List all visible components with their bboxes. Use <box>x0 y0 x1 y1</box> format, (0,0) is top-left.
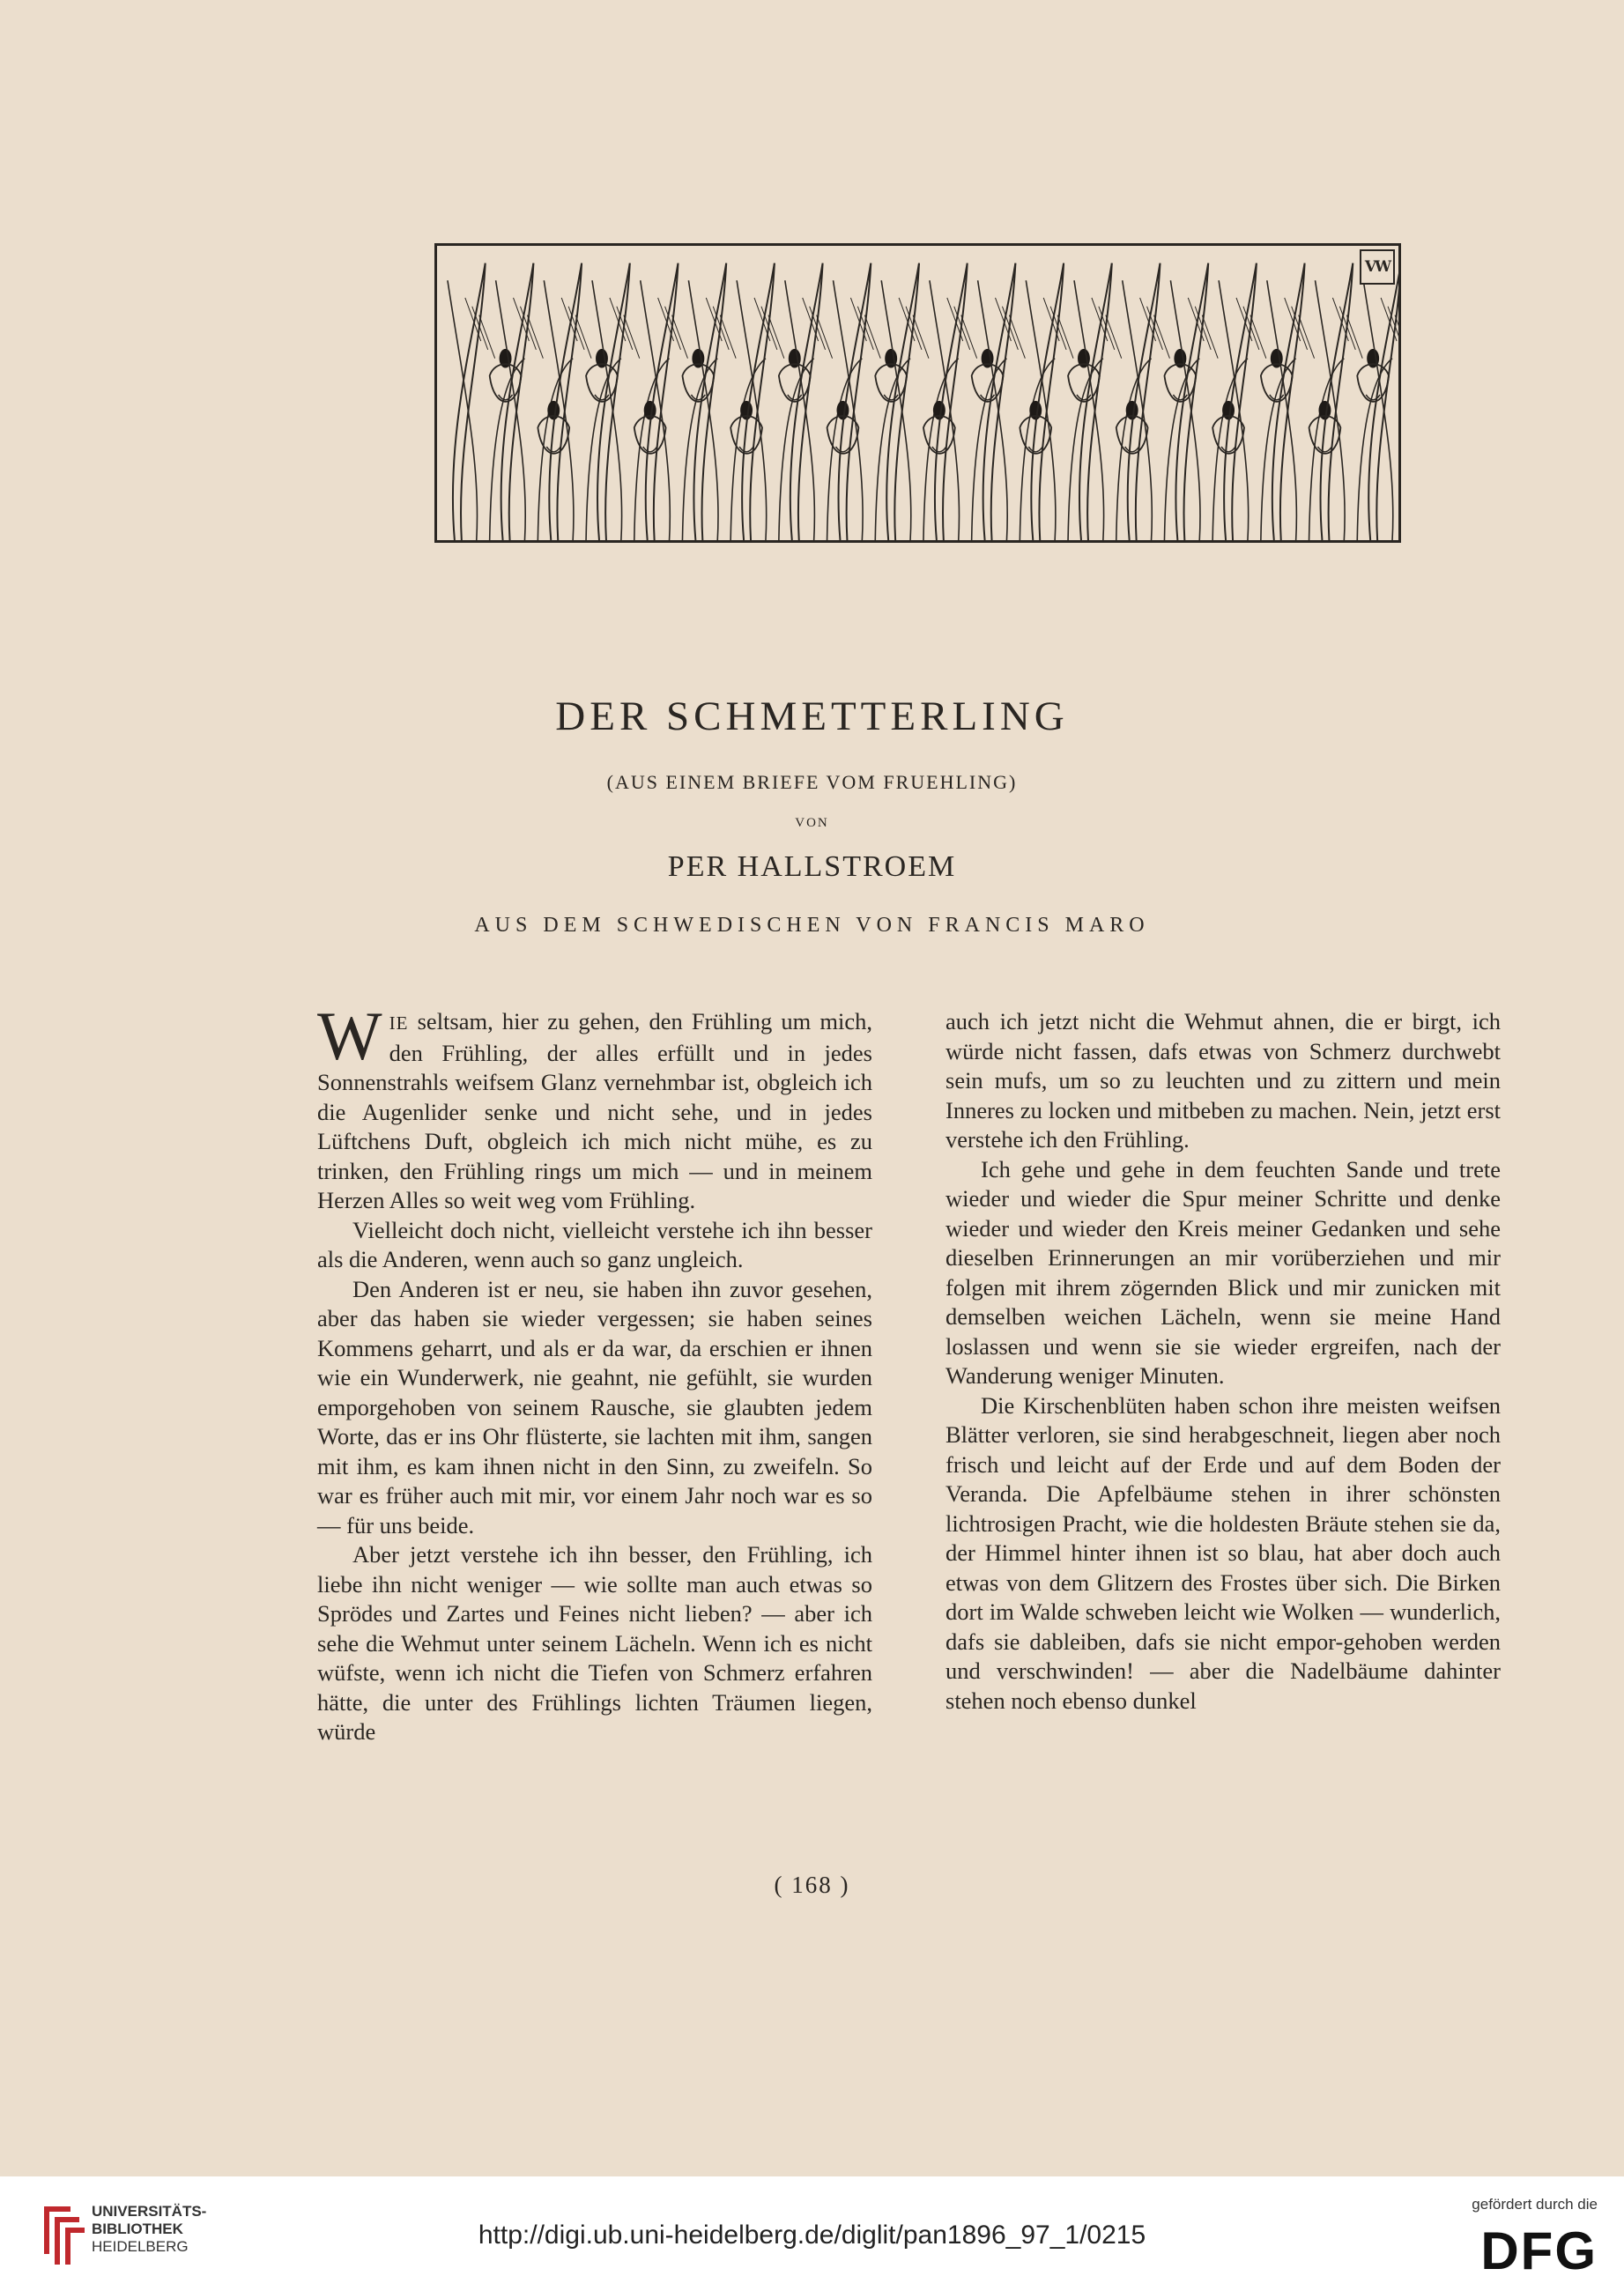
page-number: ( 168 ) <box>774 1872 850 1898</box>
snowdrop-ornament <box>434 243 1401 543</box>
text-column-left <box>317 997 872 1747</box>
author-name: PER HALLSTROEM <box>667 850 957 883</box>
funding-label: gefördert durch die <box>1472 2196 1598 2213</box>
dfg-logo: DFG <box>1480 2221 1598 2280</box>
paragraph: Vielleicht doch nicht, vielleicht verstehe ich ihn besser als die Anderen, wenn auch so ganz ungleich. <box>317 1216 872 1272</box>
paragraph: Die Kirschenblüten haben schon ihre meisten weifsen Blätter verloren, sie sind herabgeschneit, liegen aber noch frisch und leicht auf der Erde und auf dem Boden der Veranda. Die Apfelbäume stehen in ihrer schönsten lichtrosigen Pracht, wie die holdesten Bräute stehen sie da, der Himmel hinter ihnen ist so blau, hat aber doch auch etwas von dem Glitzern des Frostes über sich. Die Birken dort im Walde schweben leicht wie Wolken — wunderlich, dafs sie dableiben, dafs sie nicht empor-gehoben werden und verschwinden! — aber die Nadelbäume dahinter stehen noch ebenso dunkel <box>945 1391 1501 1714</box>
paragraph: Aber jetzt verstehe ich ihn besser, den Frühling, ich liebe ihn nicht weniger — wie sollte man auch etwas so Sprödes und Zartes und Feines nicht lieben? — aber ich sehe die Wehmut unter seinem Lächeln. Wenn ich es nicht wüfste, wenn ich nicht die Tiefen von Schmerz erfahren hätte, die unter des Frühlings lichten Träumen liegen, würde <box>317 1541 872 1745</box>
drop-cap: W <box>317 997 382 1074</box>
article-subtitle: (AUS EINEM BRIEFE VOM FRUEHLING) <box>606 771 1018 793</box>
paragraph-text: seltsam, hier zu gehen, den Frühling um mich, den Frühling, der alles erfüllt und in jedes Sonnenstrahls weifsem Glanz vernehmbar ist, obgleich ich die Augenlider senke und nicht sehe, und in jedes Lüftchens Duft, obgleich ich mich nicht mühe, es zu trinken, den Frühling rings um mich — und in meinem Herzen Alles so weit weg vom Frühling. <box>317 1008 872 1213</box>
lead-letters: IE <box>389 1012 409 1034</box>
paragraph: Ich gehe und gehe in dem feuchten Sande und trete wieder und wieder die Spur meiner Schritte und denke wieder und wieder den Kreis meiner Gedanken und sehe dieselben Erinnerungen an mir vorüberziehen und mir folgen mit ihrem zögernden Blick und mir zunicken mit demselben weichen Lächeln, wenn sie meine Hand loslassen und wenn sie sie wieder ergreifen, nach der Wanderung weniger Minuten. <box>945 1155 1501 1389</box>
snowdrop-frieze-icon <box>437 246 1398 540</box>
by-line: VON <box>795 816 829 830</box>
artist-monogram: VW <box>1360 249 1395 285</box>
permalink-url[interactable]: http://digi.ub.uni-heidelberg.de/diglit/pan1896_97_1/0215 <box>478 2221 1146 2250</box>
paragraph <box>317 997 872 1216</box>
paragraph: Den Anderen ist er neu, sie haben ihn zuvor gesehen, aber das haben sie wieder vergessen; sie haben seines Kommens geharrt, und als er da war, da erschien er ihnen wie ein Wunderwerk, nie geahnt, nie gefühlt, sie wurden emporgehoben von seinem Rausche, sie glaubten jedem Worte, das er ins Ohr flüsterte, sie lachten mit ihm, sangen mit ihm, es kam ihnen nicht in den Sinn, zu zweifeln. So war es früher auch mit mir, vor einem Jahr noch war es so — für uns beide. <box>317 1275 872 1538</box>
text-column-right <box>945 1007 1501 1716</box>
translator-line: AUS DEM SCHWEDISCHEN VON FRANCIS MARO <box>474 914 1150 937</box>
article-title: DER SCHMETTERLING <box>555 693 1069 739</box>
digitization-footer <box>0 2176 1624 2291</box>
library-name: UNIVERSITÄTS- BIBLIOTHEK HEIDELBERG <box>92 2203 207 2255</box>
paragraph: auch ich jetzt nicht die Wehmut ahnen, die er birgt, ich würde nicht fassen, dafs etwas von Schmerz durchwebt sein mufs, um so zu leuchten und zu zittern und mein Inneres zu locken und mitbeben zu machen. Nein, jetzt erst verstehe ich den Frühling. <box>945 1008 1501 1153</box>
